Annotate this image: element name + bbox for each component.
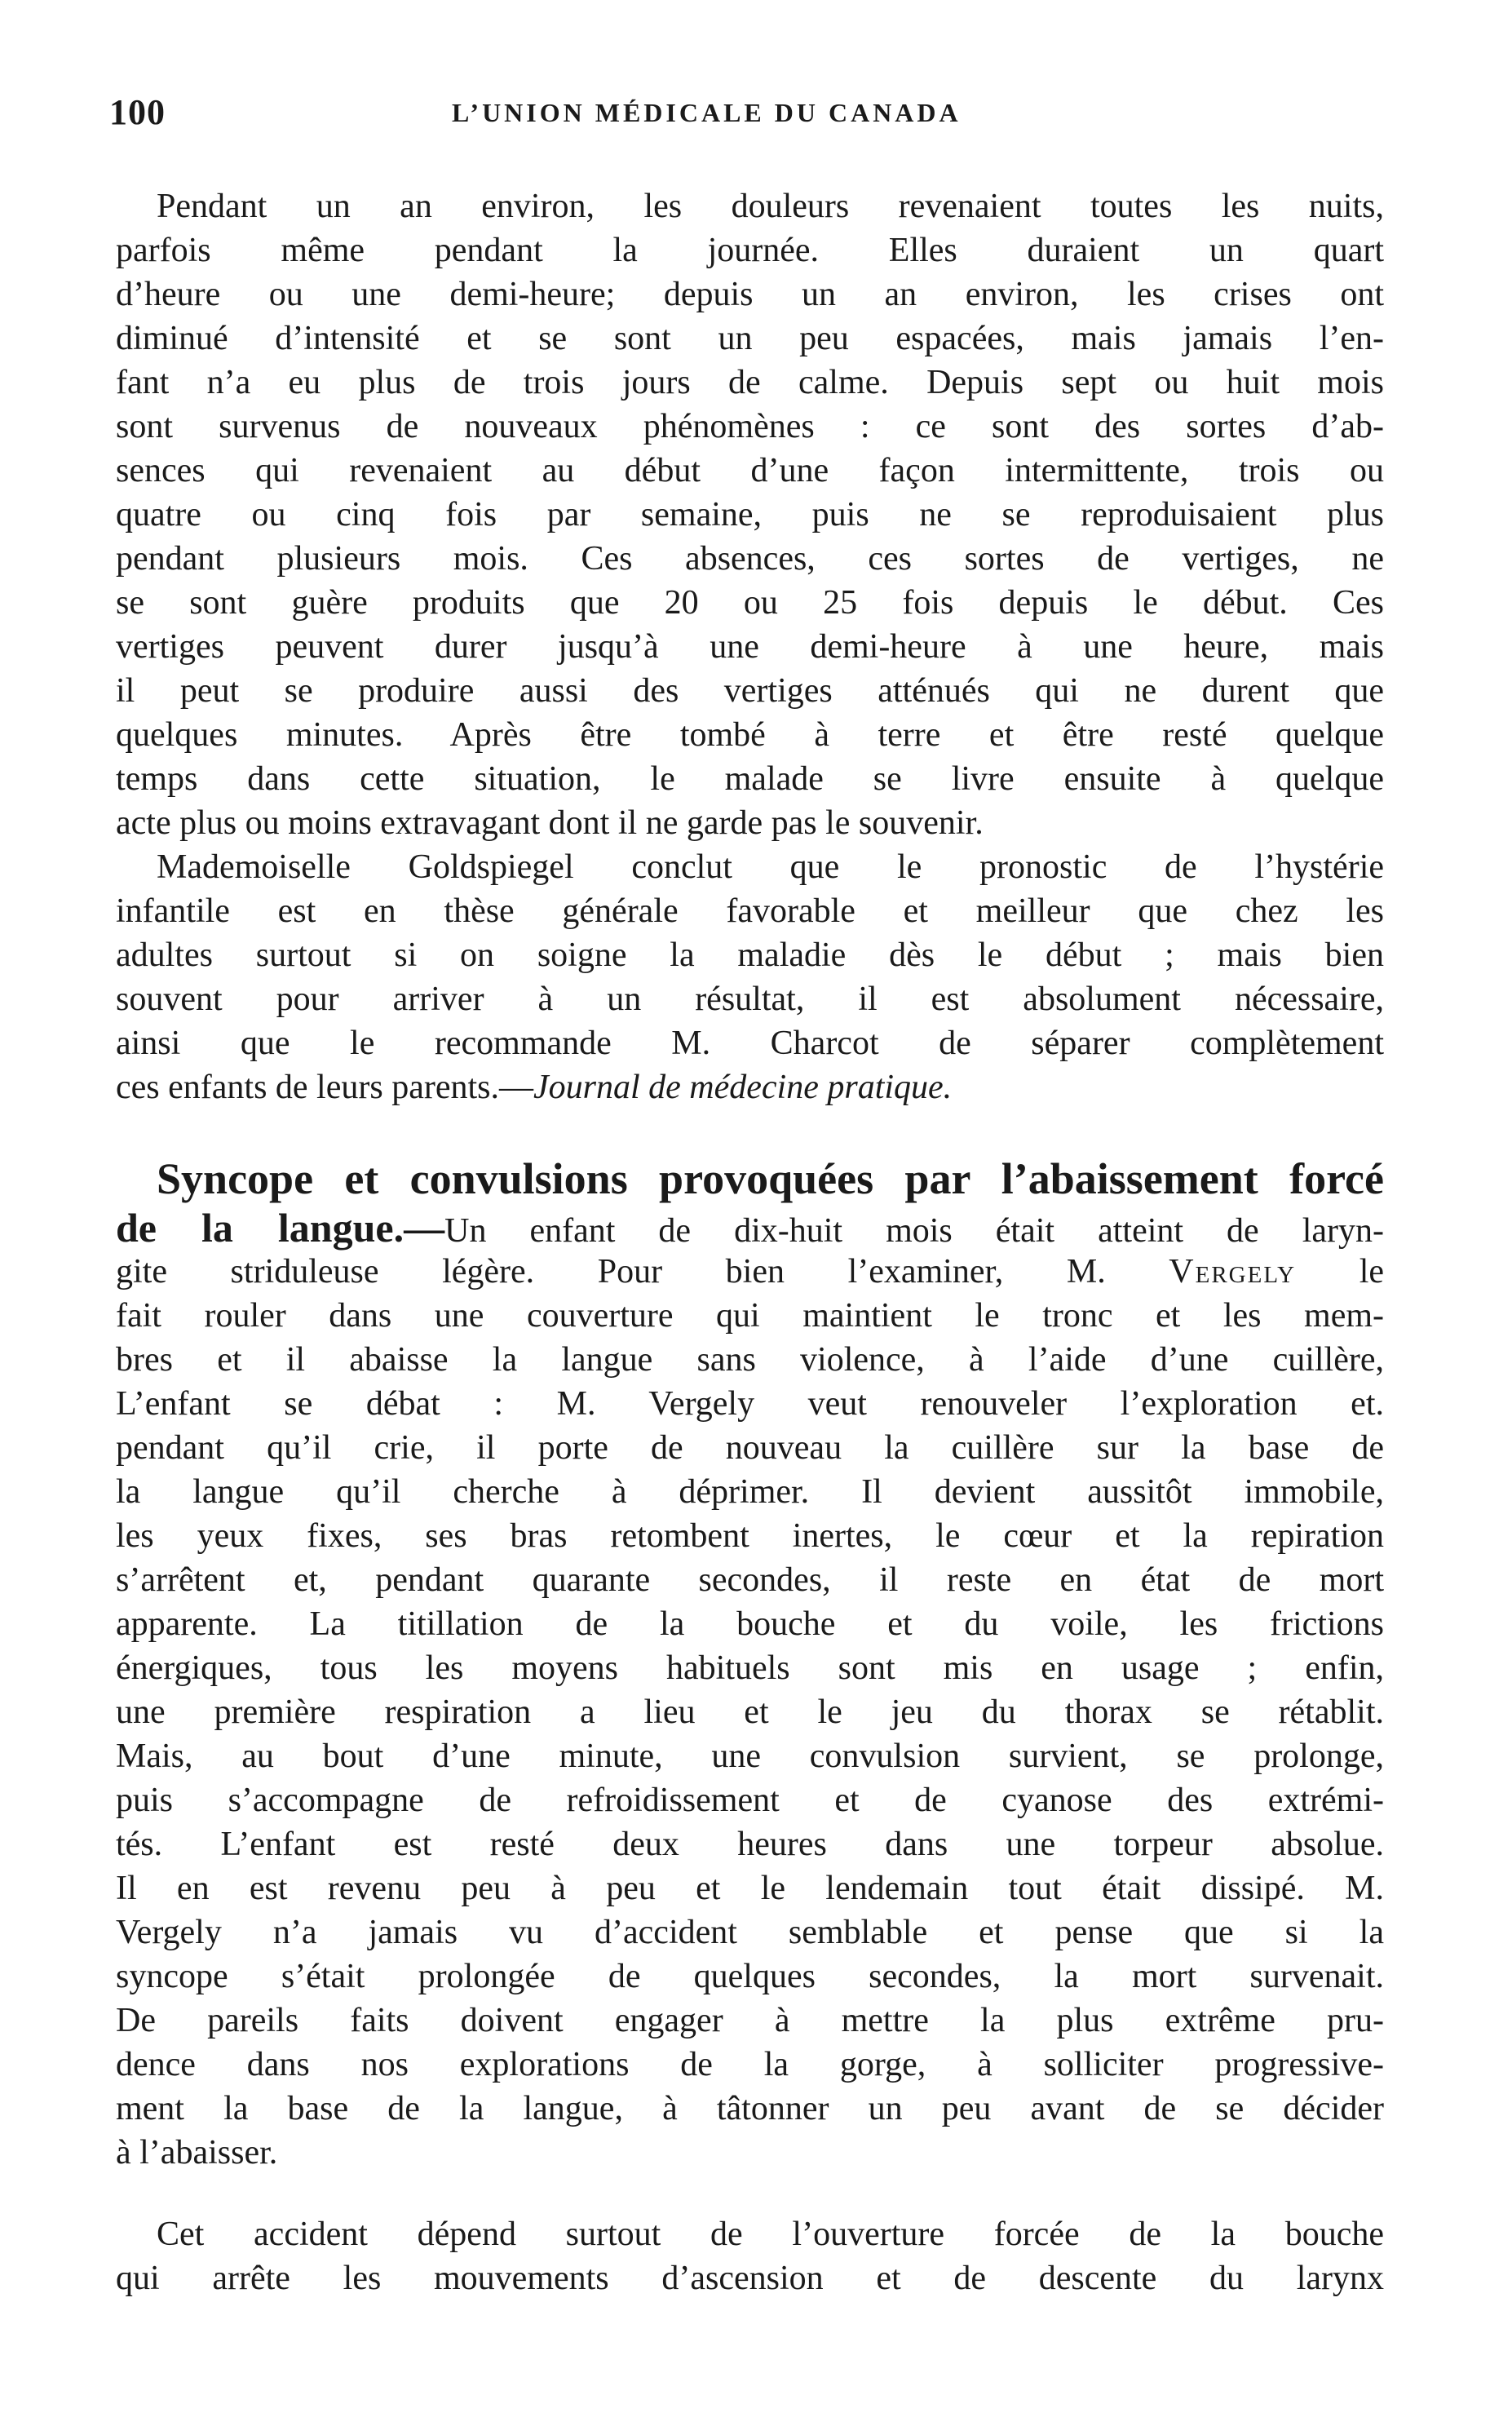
journal-title: L’UNION MÉDICALE DU CANADA [452, 98, 962, 127]
text-line: apparente. La titillation de la bouche et du voile, les frictions [116, 1605, 1384, 1643]
text-line: ment la base de la langue, à tâtonner un peu avant de se décider [116, 2090, 1384, 2127]
text-fragment: Un enfant de dix-huit mois était atteint de laryn- [444, 1212, 1384, 1250]
source-citation: Journal de médecine pratique. [533, 1069, 953, 1106]
text-fragment: ces enfants de leurs parents.— [116, 1069, 533, 1106]
text-line: bres et il abaisse la langue sans violence, à l’aide d’une cuillère, [116, 1341, 1384, 1379]
text-line: Cet accident dépend surtout de l’ouverture forcée de la bouche [157, 2216, 1384, 2253]
text-line: puis s’accompagne de refroidissement et de cyanose des extrémi- [116, 1782, 1384, 1819]
text-line: Mademoiselle Goldspiegel conclut que le pronostic de l’hystérie [157, 848, 1384, 886]
running-head [109, 91, 1386, 140]
text-line: fant n’a eu plus de trois jours de calme. Depuis sept ou huit mois [116, 364, 1384, 401]
text-line: infantile est en thèse générale favorable et meilleur que chez les [116, 892, 1384, 930]
text-line: souvent pour arriver à un résultat, il est absolument nécessaire, [116, 981, 1384, 1018]
page-number: 100 [109, 92, 166, 132]
text-line: Pendant un an environ, les douleurs revenaient toutes les nuits, [157, 188, 1384, 225]
text-line: la langue qu’il cherche à déprimer. Il devient aussitôt immobile, [116, 1473, 1384, 1511]
text-line: pendant plusieurs mois. Ces absences, ces sortes de vertiges, ne [116, 540, 1384, 578]
text-line: une première respiration a lieu et le jeu du thorax se rétablit. [116, 1693, 1384, 1731]
text-line: L’enfant se débat : M. Vergely veut renouveler l’exploration et. [116, 1385, 1384, 1423]
text-line: pendant qu’il crie, il porte de nouveau la cuillère sur la base de [116, 1429, 1384, 1467]
text-line [116, 1250, 1384, 1294]
text-fragment: gite striduleuse légère. Pour bien l’examiner, M. [116, 1253, 1169, 1290]
text-line: il peut se produire aussi des vertiges atténués qui ne durent que [116, 672, 1384, 710]
text-fragment: le [1296, 1253, 1384, 1290]
article-title-continued: de la langue.— [116, 1205, 445, 1251]
paragraph-2 [116, 845, 1384, 1109]
text-line: à l’abaisser. [116, 2134, 278, 2171]
text-line: énergiques, tous les moyens habituels sont mis en usage ; enfin, [116, 1649, 1384, 1687]
text-line: syncope s’était prolongée de quelques secondes, la mort survenait. [116, 1958, 1384, 1995]
text-line: parfois même pendant la journée. Elles duraient un quart [116, 232, 1384, 269]
article-syncope [116, 1152, 1384, 2175]
text-line: dence dans nos explorations de la gorge, à solliciter progressive- [116, 2046, 1384, 2083]
text-line: fait rouler dans une couverture qui maintient le tronc et les mem- [116, 1297, 1384, 1335]
text-line: tés. L’enfant est resté deux heures dans une torpeur absolue. [116, 1826, 1384, 1863]
text-line: De pareils faits doivent engager à mettre la plus extrême pru- [116, 2002, 1384, 2039]
text-line: temps dans cette situation, le malade se livre ensuite à quelque [116, 760, 1384, 798]
text-line: vertiges peuvent durer jusqu’à une demi-heure à une heure, mais [116, 628, 1384, 666]
text-line: quelques minutes. Après être tombé à terre et être resté quelque [116, 716, 1384, 754]
author-name: Vergely [1169, 1253, 1297, 1290]
text-line: qui arrête les mouvements d’ascension et de descente du larynx [116, 2260, 1384, 2297]
text-line [116, 1206, 1384, 1250]
text-line: Vergely n’a jamais vu d’accident semblable et pense que si la [116, 1914, 1384, 1951]
text-line [116, 1065, 1384, 1109]
text-line: adultes surtout si on soigne la maladie dès le début ; mais bien [116, 936, 1384, 974]
text-line: d’heure ou une demi-heure; depuis un an environ, les crises ont [116, 276, 1384, 313]
paragraph-1 [116, 184, 1384, 845]
text-line: s’arrêtent et, pendant quarante secondes, il reste en état de mort [116, 1561, 1384, 1599]
text-line: quatre ou cinq fois par semaine, puis ne se reproduisaient plus [116, 496, 1384, 533]
text-line: sences qui revenaient au début d’une façon intermittente, trois ou [116, 452, 1384, 489]
text-line: acte plus ou moins extravagant dont il ne garde pas le souvenir. [116, 804, 984, 842]
text-line: se sont guère produits que 20 ou 25 fois depuis le début. Ces [116, 584, 1384, 622]
text-line: Mais, au bout d’une minute, une convulsion survient, se prolonge, [116, 1738, 1384, 1775]
paragraph-4 [116, 2212, 1384, 2300]
text-line: ainsi que le recommande M. Charcot de séparer complètement [116, 1025, 1384, 1062]
text-line: Il en est revenu peu à peu et le lendemain tout était dissipé. M. [116, 1870, 1384, 1907]
text-line: les yeux fixes, ses bras retombent inertes, le cœur et la repiration [116, 1517, 1384, 1555]
text-line: sont survenus de nouveaux phénomènes : ce sont des sortes d’ab- [116, 408, 1384, 445]
text-line: diminué d’intensité et se sont un peu espacées, mais jamais l’en- [116, 320, 1384, 357]
article-title: Syncope et convulsions provoquées par l’abaissement forcé [157, 1154, 1384, 1203]
